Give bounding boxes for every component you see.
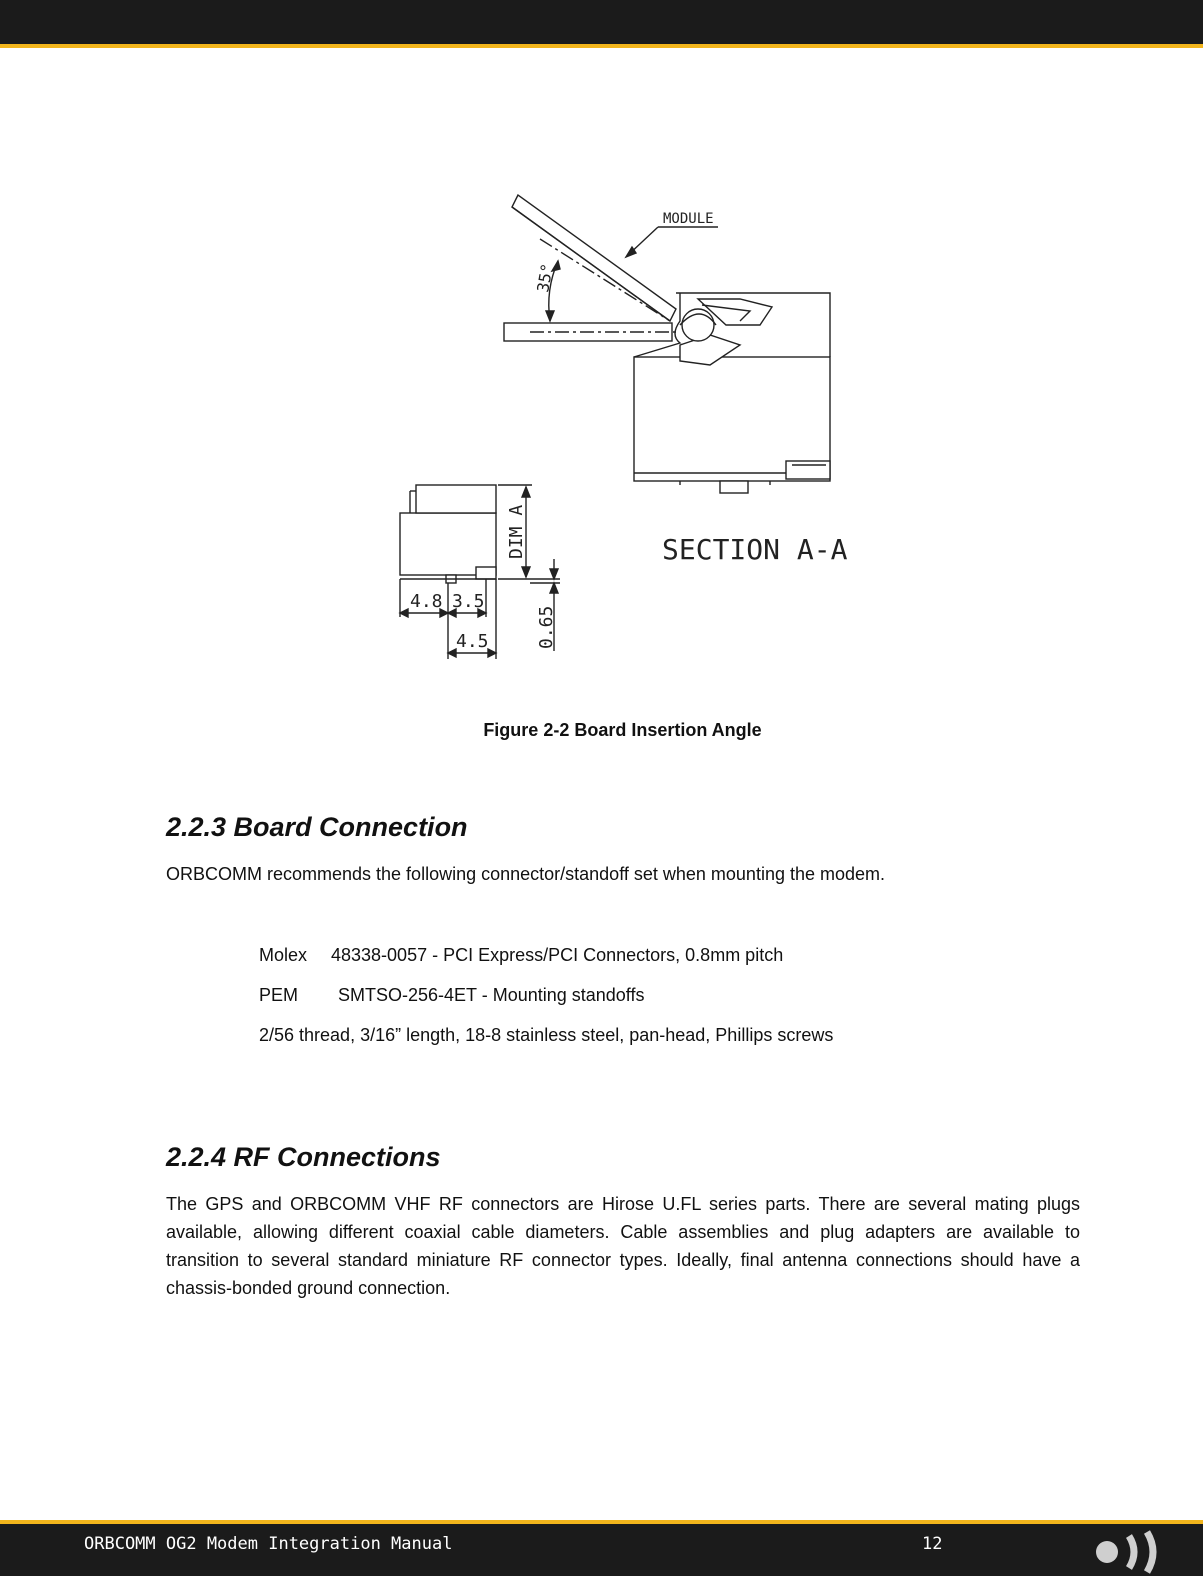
- angle-label: 35°: [533, 261, 557, 294]
- board-insertion-diagram: [380, 175, 850, 675]
- list-item: [259, 1022, 1059, 1062]
- part-description: 48338-0057 - PCI Express/PCI Connectors, 0.8mm pitch: [331, 945, 784, 965]
- dim-065-label: 0.65: [536, 605, 557, 649]
- board-connection-intro: ORBCOMM recommends the following connector/standoff set when mounting the modem.: [166, 864, 886, 884]
- module-board: [512, 195, 676, 321]
- list-item: [259, 942, 1059, 982]
- orbcomm-logo-icon: [1085, 1528, 1195, 1576]
- part-vendor: Molex: [259, 945, 308, 965]
- side-view: [400, 485, 496, 583]
- list-item: [259, 982, 1059, 1022]
- module-leader: [626, 227, 718, 257]
- module-label: MODULE: [663, 211, 714, 227]
- rf-connections-body: The GPS and ORBCOMM VHF RF connectors are Hirose U.FL series parts. There are several mating plugs available, allowing different coaxial cable diameters. Cable assemblies and plug adapters are available to transition to several standard miniature RF connector types. Ideally, final antenna connections should have a chassis-bonded ground connection.: [166, 1194, 1080, 1298]
- dim-45-label: 4.5: [456, 631, 489, 652]
- angle-arc: [540, 239, 670, 321]
- page-number: 12: [922, 1534, 943, 1554]
- part-vendor: PEM: [259, 985, 299, 1005]
- horizontal-board: [504, 323, 680, 341]
- figure-caption: Figure 2-2 Board Insertion Angle: [483, 720, 762, 740]
- footer-bar: [0, 1520, 1203, 1576]
- parts-list: [259, 942, 1059, 1062]
- dim-a-label: DIM A: [506, 504, 527, 559]
- footer-title: ORBCOMM OG2 Modem Integration Manual: [84, 1534, 453, 1554]
- part-description: 2/56 thread, 3/16” length, 18-8 stainless steel, pan-head, Phillips screws: [259, 1025, 834, 1045]
- dim-48-label: 4.8: [410, 591, 443, 612]
- section-label: SECTION A-A: [662, 533, 848, 566]
- section-heading-board-connection: 2.2.3 Board Connection: [166, 812, 468, 842]
- part-description: SMTSO-256-4ET - Mounting standoffs: [338, 985, 645, 1005]
- dim-35-label: 3.5: [452, 591, 485, 612]
- section-heading-rf-connections: 2.2.4 RF Connections: [166, 1142, 441, 1172]
- header-bar: [0, 0, 1203, 48]
- diagram-svg: [380, 175, 850, 675]
